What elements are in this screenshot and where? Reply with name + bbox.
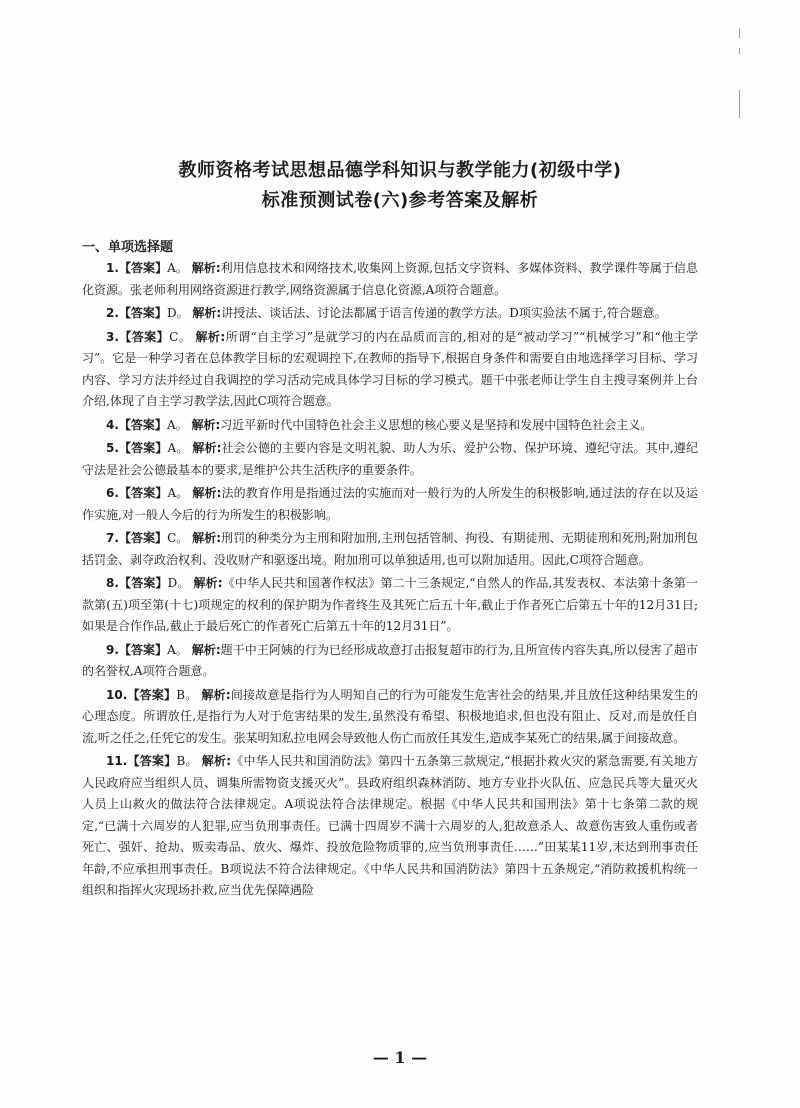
document-subtitle: 标准预测试卷(六)参考答案及解析 bbox=[261, 190, 539, 211]
question-item bbox=[82, 415, 698, 437]
analysis-text: 刑罚的种类分为主刑和附加刑,主刑包括管制、拘役、有期徒刑、无期徒刑和死刑;附加刑包括罚金、剥夺政治权利、没收财产和驱逐出境。附加刑可以单独适用,也可以附加适用。因此,C项符合题意。 bbox=[82, 531, 698, 567]
question-number: 5. bbox=[106, 441, 119, 455]
answer-tag: 【答案】 bbox=[118, 417, 167, 432]
analysis-text: 间接故意是指行为人明知自己的行为可能发生危害社会的结果,并且放任这种结果发生的心理态度。所谓放任,是指行为人对于危害结果的发生,虽然没有希望、积极地追求,但也没有阻止、反对,而是放任自流,听之任之,任凭它的发生。张某明知私拉电网会导致他人伤亡而放任其发生,造成李某死亡的结果,属于间接故意。 bbox=[82, 687, 698, 745]
question-number: 9. bbox=[106, 642, 119, 657]
question-number: 1. bbox=[106, 261, 119, 275]
answer-choice: B。 bbox=[176, 754, 198, 768]
answer-choice: A。 bbox=[166, 417, 188, 432]
question-number: 11. bbox=[106, 754, 128, 768]
answer-choice: A。 bbox=[167, 486, 189, 500]
question-item bbox=[82, 303, 698, 325]
analysis-tag: 解析: bbox=[191, 417, 221, 432]
analysis-tag: 解析: bbox=[191, 642, 221, 657]
section-heading: 一、单项选择题 bbox=[82, 240, 174, 255]
question-item bbox=[82, 327, 698, 413]
analysis-text: 法的教育作用是指通过法的实施而对一般行为的人所发生的积极影响,通过法的存在以及运作实施,对一般人今后的行为所发生的积极影响。 bbox=[82, 486, 698, 522]
answer-choice: C。 bbox=[167, 531, 189, 545]
page-number: — 1 — bbox=[372, 1048, 428, 1067]
scan-edge-mark bbox=[739, 48, 740, 54]
answer-choice: D。 bbox=[167, 576, 190, 590]
question-item bbox=[82, 685, 698, 750]
analysis-tag: 解析: bbox=[201, 754, 232, 768]
analysis-text: 题干中王阿姨的行为已经形成故意打击报复超市的行为,且所宣传内容失真,所以侵害了超市的名誉权,A项符合题意。 bbox=[82, 642, 698, 678]
question-number: 10. bbox=[106, 687, 128, 702]
analysis-text: 所谓“自主学习”是就学习的内在品质而言的,相对的是“被动学习”“机械学习”和“他主学习”。它是一种学习者在总体教学目标的宏观调控下,在教师的指导下,根据自身条件和需要自由地选择学习目标、学习内容、学习方法并经过自我调控的学习活动完成具体学习目标的学习模式。题干中张老师让学生自主搜寻案例并上台介绍,体现了自主学习教学法,因此C项符合题意。 bbox=[82, 329, 698, 408]
answer-choice: A。 bbox=[167, 642, 188, 657]
analysis-text: 习近平新时代中国特色社会主义思想的核心要义是坚持和发展中国特色社会主义。 bbox=[220, 417, 653, 432]
analysis-text: 《中华人民共和国消防法》第四十五条第三款规定,“根据扑救火灾的紧急需要,有关地方人民政府应当组织人员、调集所需物资支援灭火”。县政府组织森林消防、地方专业扑火队伍、应急民兵等大量灭火人员上山救火的做法符合法律规定。A项说法符合法律规定。根据《中华人民共和国刑法》第十七条第二款的规定,“已满十六周岁的人犯罪,应当负刑事责任。已满十四周岁不满十六周岁的人,犯故意杀人、故意伤害致人重伤或者死亡、强奸、抢劫、贩卖毒品、放火、爆炸、投放危险物质罪的,应当负刑事责任……”田某某11岁,未达到刑事责任年龄,不应承担刑事责任。B项说法不符合法律规定。《中华人民共和国消防法》第四十五条规定,“消防救援机构统一组织和指挥火灾现场扑救,应当优先保障遇险 bbox=[82, 754, 698, 897]
answer-tag: 【答案】 bbox=[127, 754, 177, 768]
answer-tag: 【答案】 bbox=[118, 441, 168, 455]
analysis-tag: 解析: bbox=[193, 576, 223, 590]
answer-choice: C。 bbox=[169, 329, 192, 344]
question-item bbox=[82, 751, 698, 902]
question-item bbox=[82, 640, 698, 683]
analysis-text: 社会公德的主要内容是文明礼貌、助人为乐、爱护公物、保护环境、遵纪守法。其中,遵纪守法是社会公德最基本的要求,是维护公共生活秩序的重要条件。 bbox=[82, 441, 698, 477]
answer-tag: 【答案】 bbox=[118, 261, 168, 275]
question-item bbox=[82, 483, 698, 526]
analysis-text: 《中华人民共和国著作权法》第二十三条规定,“自然人的作品,其发表权、本法第十条第一款第(五)项至第(十七)项规定的权利的保护期为作者终生及其死亡后五十年,截止于作者死亡后第五十年的12月31日;如果是合作作品,截止于最后死亡的作者死亡后第五十年的12月31日”。 bbox=[82, 576, 698, 633]
question-item bbox=[82, 573, 698, 638]
question-item bbox=[82, 528, 698, 571]
document-title: 教师资格考试思想品德学科知识与教学能力(初级中学) bbox=[178, 160, 622, 181]
answer-tag: 【答案】 bbox=[118, 576, 168, 590]
answer-tag: 【答案】 bbox=[118, 642, 168, 657]
answer-tag: 【答案】 bbox=[118, 531, 168, 545]
question-number: 3. bbox=[106, 329, 119, 344]
analysis-tag: 解析: bbox=[192, 306, 222, 320]
answer-tag: 【答案】 bbox=[118, 329, 170, 344]
answer-tag: 【答案】 bbox=[118, 306, 167, 320]
question-number: 4. bbox=[106, 417, 119, 432]
analysis-text: 讲授法、谈话法、讨论法都属于语言传递的教学方法。D项实验法不属于,符合题意。 bbox=[221, 306, 667, 320]
question-item bbox=[82, 438, 698, 481]
answer-list bbox=[82, 258, 698, 904]
answer-tag: 【答案】 bbox=[118, 486, 168, 500]
scan-edge-mark bbox=[739, 28, 740, 38]
analysis-tag: 解析: bbox=[195, 329, 226, 344]
answer-choice: B。 bbox=[176, 687, 198, 702]
analysis-tag: 解析: bbox=[192, 441, 222, 455]
analysis-tag: 解析: bbox=[192, 486, 222, 500]
analysis-tag: 解析: bbox=[201, 687, 231, 702]
question-number: 2. bbox=[106, 306, 119, 320]
analysis-tag: 解析: bbox=[191, 261, 221, 275]
scan-edge-mark bbox=[739, 90, 740, 118]
question-number: 8. bbox=[106, 576, 119, 590]
answer-choice: D。 bbox=[166, 306, 189, 320]
answer-choice: A。 bbox=[167, 441, 189, 455]
analysis-text: 利用信息技术和网络技术,收集网上资源,包括文字资料、多媒体资料、教学课件等属于信息化资源。张老师利用网络资源进行教学,网络资源属于信息化资源,A项符合题意。 bbox=[82, 261, 698, 297]
analysis-tag: 解析: bbox=[192, 531, 222, 545]
question-number: 6. bbox=[106, 486, 119, 500]
question-item bbox=[82, 258, 698, 301]
answer-choice: A。 bbox=[167, 261, 188, 275]
answer-tag: 【答案】 bbox=[127, 687, 177, 702]
question-number: 7. bbox=[106, 531, 119, 545]
